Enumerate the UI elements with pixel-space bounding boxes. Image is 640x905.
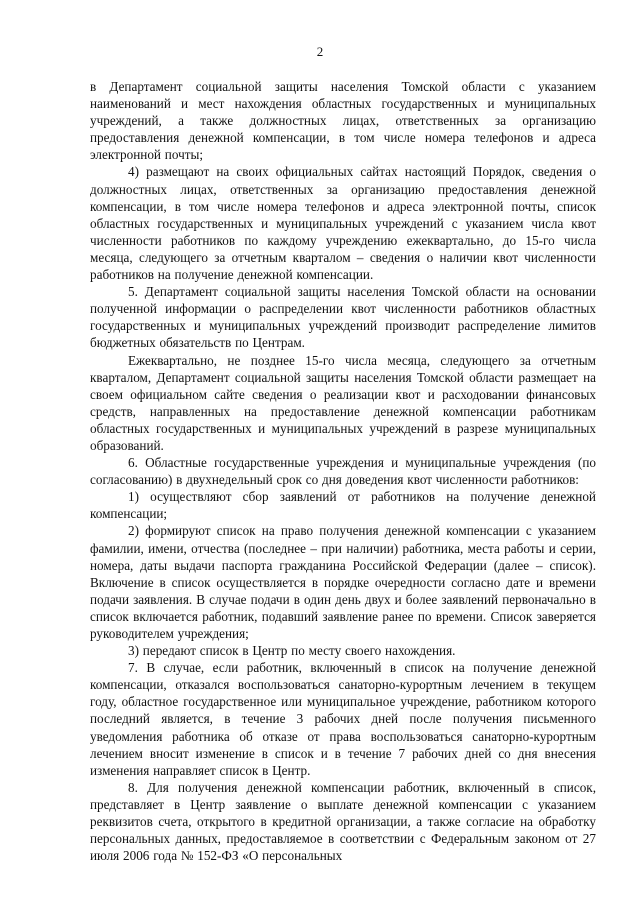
paragraph-section-8: 8. Для получения денежной компенсации работник, включенный в список, представляет в Центр заявление о выплате денежной компенсации с указанием реквизитов счета, открытого в кредитной организации, а также согласие на обработку персональных данных, предоставляемое в соответствии с Федеральным законом от 27 июля 2006 года № 152-ФЗ «О персональных — [90, 779, 596, 864]
paragraph-section-7: 7. В случае, если работник, включенный в список на получение денежной компенсации, отказался воспользоваться санаторно-курортным лечением в текущем году, областное государственное или муниципальное учреждение, работником которого последний является, в течение 3 рабочих дней после получения письменного уведомления работника об отказе от права воспользоваться санаторно-курортным лечением вносит изменение в список и в течение 7 рабочих дней со дня внесения изменения направляет список в Центр. — [90, 660, 596, 778]
paragraph-quarterly: Ежеквартально, не позднее 15-го числа месяца, следующего за отчетным кварталом, Департамент социальной защиты населения Томской области размещает на своем официальном сайте сведения о реализации квот и расходовании финансовых средств, направленных на предоставление денежной компенсации работникам областных государственных и муниципальных учреждений в разрезе муниципальных образований. — [90, 352, 596, 453]
paragraph-item-3: 3) передают список в Центр по месту своего нахождения. — [128, 643, 456, 659]
paragraph-section-6: 6. Областные государственные учреждения и муниципальные учреждения (по согласованию) в двухнедельный срок со дня доведения квот численности работников: — [90, 455, 596, 488]
document-body — [90, 78, 596, 864]
paragraph-item-4: 4) размещают на своих официальных сайтах настоящий Порядок, сведения о должностных лицах, ответственных за организацию предоставления денежной компенсации, в том числе номера телефонов и адреса электронной почты, список областных государственных и муниципальных учреждений с указанием числа квот численности работников по каждому учреждению ежеквартально, до 15-го числа месяца, следующего за отчетным кварталом – сведения о наличии квот численности работников на получение денежной компенсации. — [90, 164, 596, 283]
paragraph-item-2: 2) формируют список на право получения денежной компенсации с указанием фамилии, имени, отчества (последнее – при наличии) работника, места работы и серии, номера, даты выдачи паспорта гражданина Российской Федерации (далее – список). Включение в список осуществляется в порядке очередности согласно дате и времени подачи заявления. В случае подачи в один день двух и более заявлений первоначально в список включается работник, подавший заявление ранее по времени. Список заверяется руководителем учреждения; — [90, 523, 596, 641]
page-number: 2 — [316, 44, 324, 59]
paragraph-item-1: 1) осуществляют сбор заявлений от работников на получение денежной компенсации; — [90, 489, 596, 522]
paragraph-continuation: в Департамент социальной защиты населения Томской области с указанием наименований и мест нахождения областных государственных и муниципальных учреждений, а также должностных лицах, ответственных за организацию предоставления денежной компенсации, в том числе номера телефонов и адреса электронной почты; — [90, 79, 596, 163]
paragraph-section-5: 5. Департамент социальной защиты населения Томской области на основании полученной информации о распределении квот численности работников областных государственных и муниципальных учреждений производит распределение лимитов бюджетных обязательств по Центрам. — [90, 284, 596, 351]
